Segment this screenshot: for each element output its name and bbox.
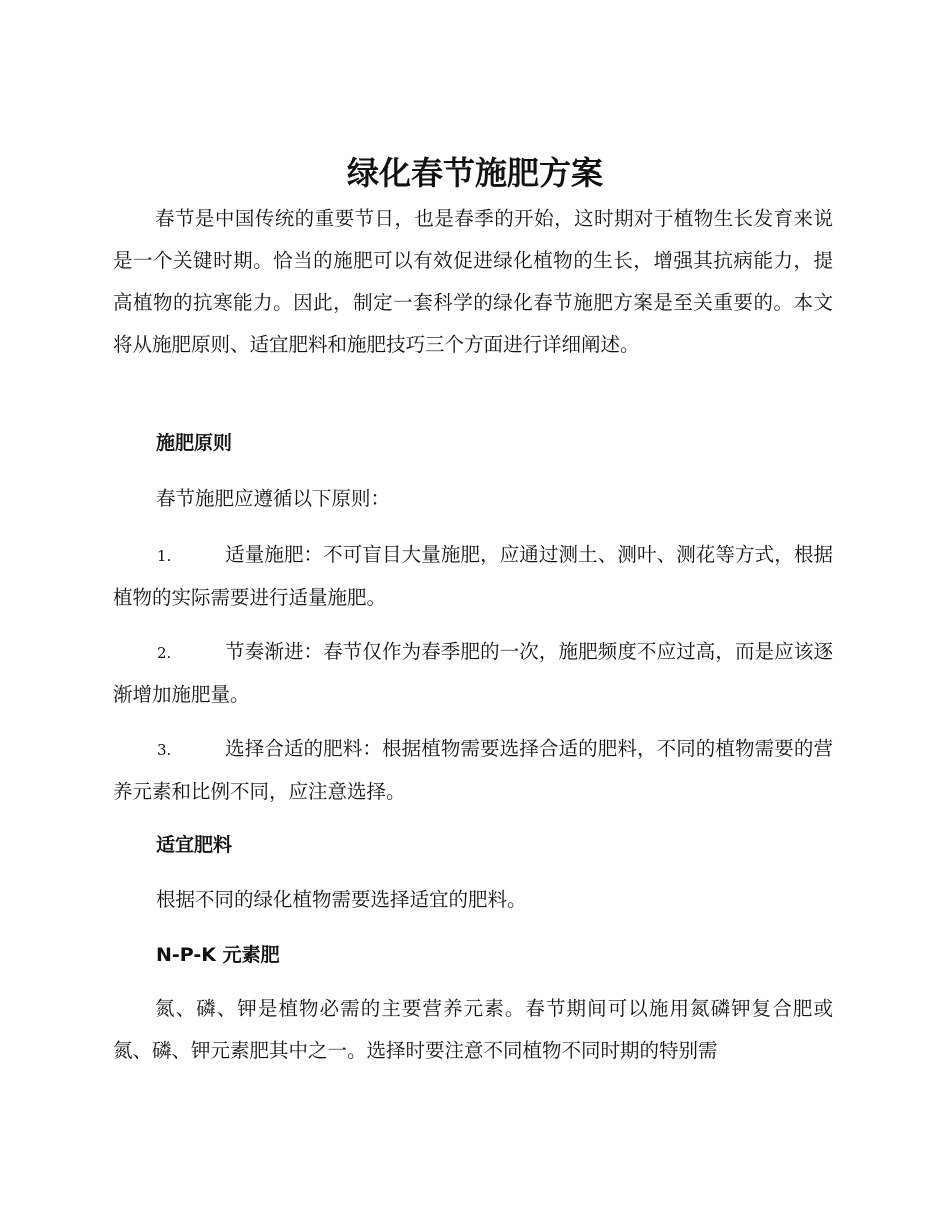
list-item-text: 选择合适的肥料：根据植物需要选择合适的肥料，不同的植物需要的营养元素和比例不同，应注意选择。 bbox=[113, 737, 833, 803]
intro-paragraph: 春节是中国传统的重要节日，也是春季的开始，这时期对于植物生长发育来说是一个关键时期。恰当的施肥可以有效促进绿化植物的生长，增强其抗病能力，提高植物的抗寒能力。因此，制定一套科学的绿化春节施肥方案是至关重要的。本文将从施肥原则、适宜肥料和施肥技巧三个方面进行详细阐述。 bbox=[113, 207, 833, 356]
document-title: 绿化春节施肥方案 bbox=[346, 154, 603, 192]
list-item-text: 适量施肥：不可盲目大量施肥，应通过测土、测叶、测花等方式，根据植物的实际需要进行适量施肥。 bbox=[113, 543, 833, 609]
section-heading-principles: 施肥原则 bbox=[156, 432, 233, 454]
list-item-number: 2. bbox=[157, 644, 172, 662]
list-item bbox=[113, 534, 833, 619]
list-item bbox=[113, 631, 833, 716]
npk-paragraph: 氮、磷、钾是植物必需的主要营养元素。春节期间可以施用氮磷钾复合肥或氮、磷、钾元素肥其中之一。选择时要注意不同植物不同时期的特别需 bbox=[113, 997, 833, 1062]
list-item-number: 3. bbox=[157, 741, 172, 759]
list-item-text: 节奏渐进：春节仅作为春季肥的一次，施肥频度不应过高，而是应该逐渐增加施肥量。 bbox=[113, 640, 833, 706]
list-item bbox=[113, 728, 833, 813]
fertilizers-lead: 根据不同的绿化植物需要选择适宜的肥料。 bbox=[156, 888, 527, 911]
principles-lead: 春节施肥应遵循以下原则： bbox=[156, 487, 391, 510]
section-heading-npk: N-P-K 元素肥 bbox=[156, 944, 280, 966]
list-item-number: 1. bbox=[157, 547, 172, 565]
section-heading-fertilizers: 适宜肥料 bbox=[156, 834, 233, 856]
